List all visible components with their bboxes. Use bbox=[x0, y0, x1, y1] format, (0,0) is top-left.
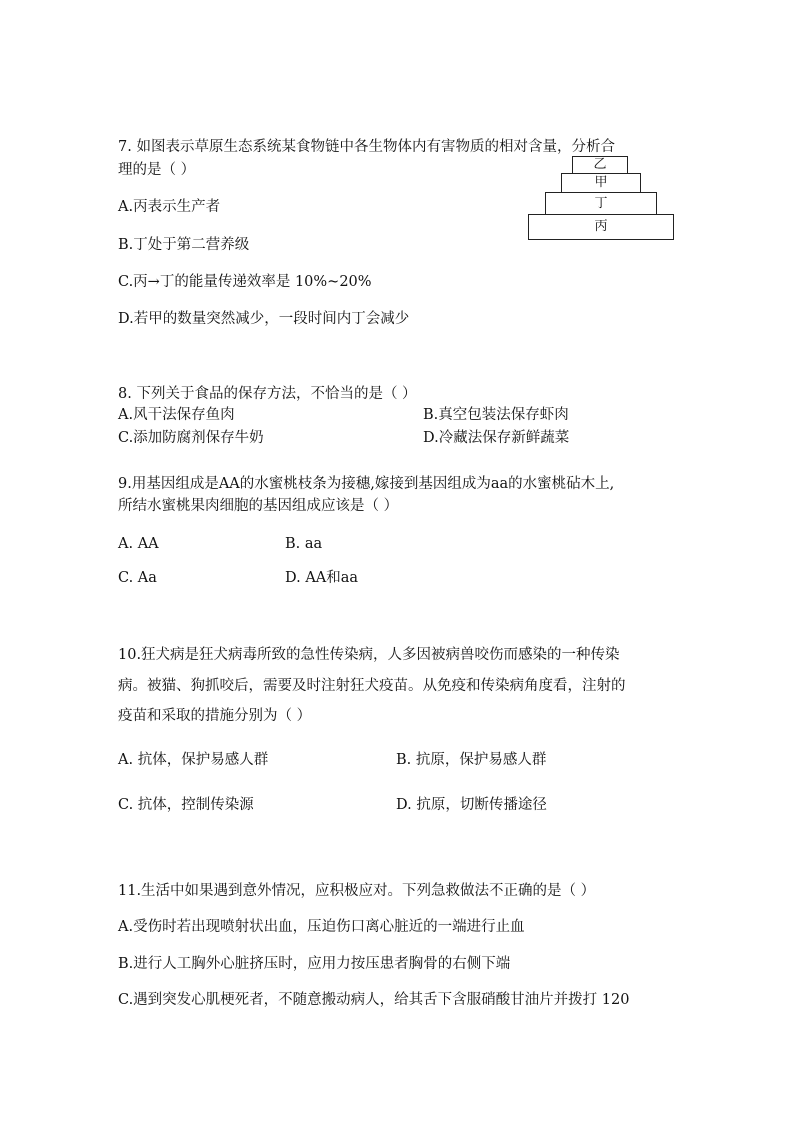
q9-stem-line2: 所结水蜜桃果肉细胞的基因组成应该是（ ） bbox=[118, 498, 399, 514]
q9-option-b: B. aa bbox=[285, 536, 323, 552]
q7-stem-line2: 理的是（ ） bbox=[118, 162, 196, 178]
q10-option-a: A. 抗体，保护易感人群 bbox=[118, 752, 269, 768]
q11-option-a: A.受伤时若出现喷射状出血，压迫伤口离心脏近的一端进行止血 bbox=[118, 919, 525, 935]
q7-option-a: A.丙表示生产者 bbox=[118, 199, 221, 215]
pyramid-level-3: 丁 bbox=[545, 192, 657, 215]
q7-stem-line1: 7. 如图表示草原生态系统某食物链中各生物体内有害物质的相对含量，分析合 bbox=[118, 139, 615, 155]
q10-option-d: D. 抗原，切断传播途径 bbox=[396, 797, 547, 813]
q8-stem: 8. 下列关于食品的保存方法，不恰当的是（ ） bbox=[118, 386, 417, 402]
q9-stem-line1: 9.用基因组成是AA的水蜜桃枝条为接穗,嫁接到基因组成为aa的水蜜桃砧木上, bbox=[118, 476, 615, 492]
q9-option-a: A. AA bbox=[118, 536, 159, 552]
q7-option-c: C.丙→丁的能量传递效率是 10%~20% bbox=[118, 274, 372, 290]
pyramid-level-1: 乙 bbox=[572, 156, 628, 174]
q10-stem-line1: 10.狂犬病是狂犬病毒所致的急性传染病，人多因被病兽咬伤而感染的一种传染 bbox=[118, 647, 620, 663]
q10-option-b: B. 抗原，保护易感人群 bbox=[396, 752, 547, 768]
q10-stem-line3: 疫苗和采取的措施分别为（ ） bbox=[118, 708, 312, 724]
q7-option-b: B.丁处于第二营养级 bbox=[118, 237, 250, 253]
q10-option-c: C. 抗体，控制传染源 bbox=[118, 797, 254, 813]
q9-option-c: C. Aa bbox=[118, 570, 157, 586]
pyramid-level-4: 丙 bbox=[528, 214, 674, 240]
q11-option-b: B.进行人工胸外心脏挤压时，应用力按压患者胸骨的右侧下端 bbox=[118, 956, 511, 972]
q7-option-d: D.若甲的数量突然减少，一段时间内丁会减少 bbox=[118, 311, 410, 327]
q9-option-d: D. AA和aa bbox=[285, 570, 359, 586]
q8-option-d: D.冷藏法保存新鲜蔬菜 bbox=[423, 430, 570, 446]
q8-option-b: B.真空包装法保存虾肉 bbox=[423, 407, 569, 423]
q11-stem: 11.生活中如果遇到意外情况，应积极应对。下列急救做法不正确的是（ ） bbox=[118, 883, 596, 899]
q8-option-c: C.添加防腐剂保存牛奶 bbox=[118, 430, 264, 446]
pyramid-level-2: 甲 bbox=[561, 173, 641, 193]
q10-stem-line2: 病。被猫、狗抓咬后，需要及时注射狂犬疫苗。从免疫和传染病角度看，注射的 bbox=[118, 678, 626, 694]
q8-option-a: A.风干法保存鱼肉 bbox=[118, 407, 235, 423]
q11-option-c: C.遇到突发心肌梗死者，不随意搬动病人，给其舌下含服硝酸甘油片并拨打 120 bbox=[118, 992, 630, 1008]
